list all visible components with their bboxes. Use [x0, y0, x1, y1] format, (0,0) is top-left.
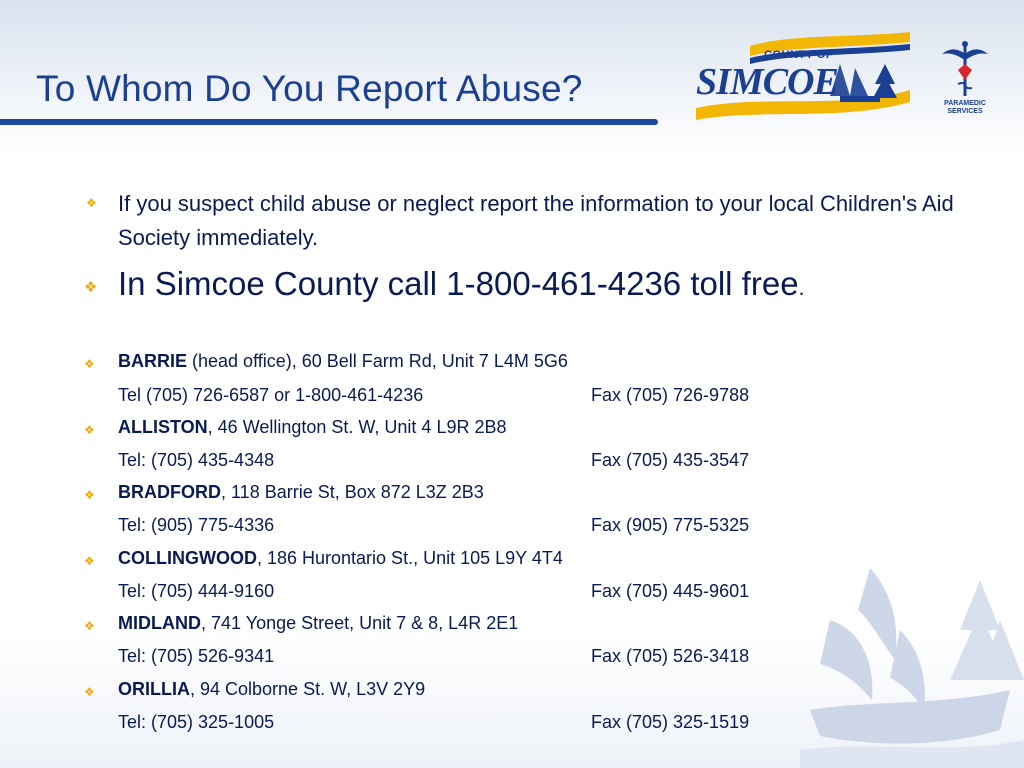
office-collingwood-fax: Fax (705) 445-9601	[591, 581, 750, 601]
office-name: COLLINGWOOD	[118, 548, 257, 568]
office-name: ALLISTON	[118, 417, 208, 437]
office-barrie-tel: Tel (705) 726-6587 or 1-800-461-4236	[118, 385, 424, 405]
page-title: To Whom Do You Report Abuse?	[36, 68, 583, 109]
diamond-bullet-icon: ❖	[84, 279, 98, 296]
office-barrie-fax: Fax (705) 726-9788	[591, 385, 750, 405]
office-orillia-fax: Fax (705) 325-1519	[591, 712, 750, 732]
callout-text	[118, 265, 805, 303]
diamond-bullet-icon: ❖	[84, 488, 95, 502]
office-address: , 741 Yonge Street, Unit 7 & 8, L4R 2E1	[201, 613, 519, 633]
office-name: ORILLIA	[118, 679, 190, 699]
callout-period: .	[798, 275, 805, 300]
paramedic-line1: PARAMEDIC	[944, 100, 986, 107]
office-name: BARRIE	[118, 351, 188, 371]
office-bradford-fax: Fax (905) 775-5325	[591, 515, 750, 535]
office-bradford-tel: Tel: (905) 775-4336	[118, 515, 275, 535]
office-bradford	[118, 482, 484, 503]
diamond-bullet-icon: ❖	[84, 357, 95, 371]
office-orillia	[118, 679, 425, 700]
office-alliston-fax: Fax (705) 435-3547	[591, 450, 750, 470]
office-midland-tel: Tel: (705) 526-9341	[118, 646, 275, 666]
office-address: (head office), 60 Bell Farm Rd, Unit 7 L4M 5G6	[187, 351, 568, 371]
callout-main: In Simcoe County call 1-800-461-4236 toll free	[118, 265, 799, 302]
logo-county-of: COUNTY OF	[764, 49, 834, 61]
office-name: MIDLAND	[118, 613, 201, 633]
diamond-bullet-icon: ❖	[84, 685, 95, 699]
diamond-bullet-icon: ❖	[84, 619, 95, 633]
office-address: , 118 Barrie St, Box 872 L3Z 2B3	[221, 482, 484, 502]
office-address: , 46 Wellington St. W, Unit 4 L9R 2B8	[207, 417, 507, 437]
diamond-bullet-icon: ❖	[84, 423, 95, 437]
paramedic-line2: SERVICES	[947, 108, 983, 115]
intro-paragraph: If you suspect child abuse or neglect report the information to your local Children's Aid Society immediately.	[118, 191, 954, 250]
office-barrie	[118, 351, 568, 372]
diamond-bullet-icon: ❖	[84, 554, 95, 568]
office-alliston-tel: Tel: (705) 435-4348	[118, 450, 275, 470]
office-midland	[118, 613, 518, 634]
office-collingwood	[118, 548, 563, 569]
office-orillia-tel: Tel: (705) 325-1005	[118, 712, 275, 732]
logo-simcoe: SIMCOE	[696, 61, 838, 103]
office-name: BRADFORD	[118, 482, 221, 502]
office-address: , 94 Colborne St. W, L3V 2Y9	[190, 679, 426, 699]
office-alliston	[118, 417, 507, 438]
office-address: , 186 Hurontario St., Unit 105 L9Y 4T4	[256, 548, 563, 568]
office-collingwood-tel: Tel: (705) 444-9160	[118, 581, 275, 601]
office-midland-fax: Fax (705) 526-3418	[591, 646, 750, 666]
diamond-bullet-icon: ❖	[86, 196, 97, 210]
